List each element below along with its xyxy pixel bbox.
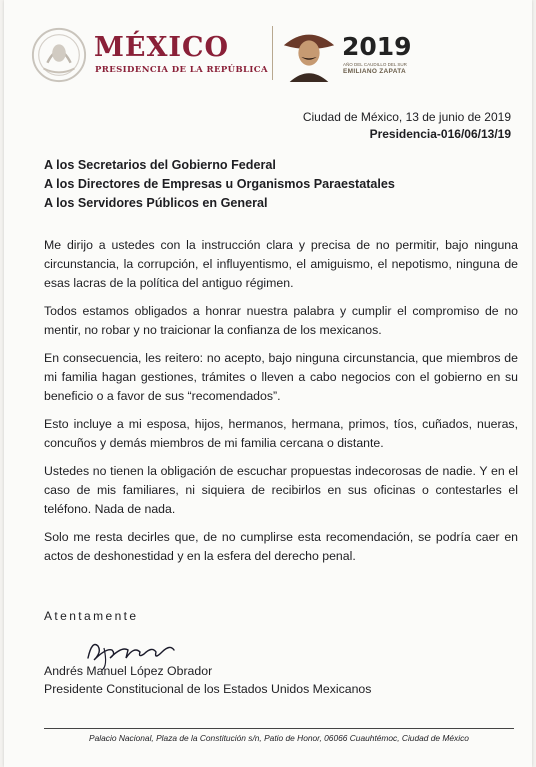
signer-name: Andrés Manuel López Obrador <box>44 664 213 678</box>
recipient-line: A los Secretarios del Gobierno Federal <box>44 158 276 172</box>
national-seal-icon <box>30 26 88 84</box>
letterhead <box>24 22 524 82</box>
letter-body <box>44 236 518 575</box>
body-paragraph: Solo me resta decirles que, de no cumplirse esta recomendación, se podría caer en actos de deshonestidad y en la esfera del derecho penal. <box>44 530 518 563</box>
footer-divider <box>44 728 514 729</box>
letterhead-divider <box>272 26 273 80</box>
body-paragraph: Todos estamos obligados a honrar nuestra palabra y cumplir el compromiso de no mentir, no robar y no traicionar la confianza de los mexicanos. <box>44 304 518 337</box>
footer-address: Palacio Nacional, Plaza de la Constitución s/n, Patio de Honor, 06066 Cuauhtémoc, Ciudad de México <box>89 733 469 743</box>
reference-number: Presidencia-016/06/13/19 <box>369 127 511 141</box>
year-label: 2019 <box>342 32 412 61</box>
place-date: Ciudad de México, 13 de junio de 2019 <box>302 110 511 124</box>
signer-title: Presidente Constitucional de los Estados Unidos Mexicanos <box>44 682 372 696</box>
closing-salutation: Atentamente <box>44 609 139 623</box>
recipient-line: A los Directores de Empresas u Organismos Paraestatales <box>44 177 395 191</box>
recipients-block <box>44 156 395 213</box>
letterhead-subtitle: PRESIDENCIA DE LA REPÚBLICA <box>95 65 268 75</box>
body-paragraph: Esto incluye a mi esposa, hijos, hermanos, hermana, primos, tíos, cuñados, nueras, concuños y demás miembros de mi familia cercana o distante. <box>44 417 518 450</box>
year-name: EMILIANO ZAPATA <box>343 68 406 75</box>
body-paragraph: Me dirijo a ustedes con la instrucción clara y precisa de no permitir, bajo ninguna circunstancia, la corrupción, el influyentismo, el amiguismo, el nepotismo, ninguna de esas lacras de la política del antiguo régimen. <box>44 238 518 290</box>
recipient-line: A los Servidores Públicos en General <box>44 196 268 210</box>
body-paragraph: Ustedes no tienen la obligación de escuchar propuestas indecorosas de nadie. Y en el caso de mis familiares, ni siquiera de recibirlos en sus oficinas o contestarles el teléfono. Nada de nada. <box>44 464 518 516</box>
year-caption: AÑO DEL CAUDILLO DEL SUR <box>343 62 407 67</box>
letterhead-title: MÉXICO <box>94 32 230 63</box>
body-paragraph: En consecuencia, les reitero: no acepto, bajo ninguna circunstancia, que miembros de mi familia hagan gestiones, trámites o lleven a cabo negocios con el gobierno en su beneficio o a favor de sus “recomendados”. <box>44 351 518 403</box>
zapata-portrait-icon <box>280 24 338 82</box>
letter-page <box>4 0 532 767</box>
